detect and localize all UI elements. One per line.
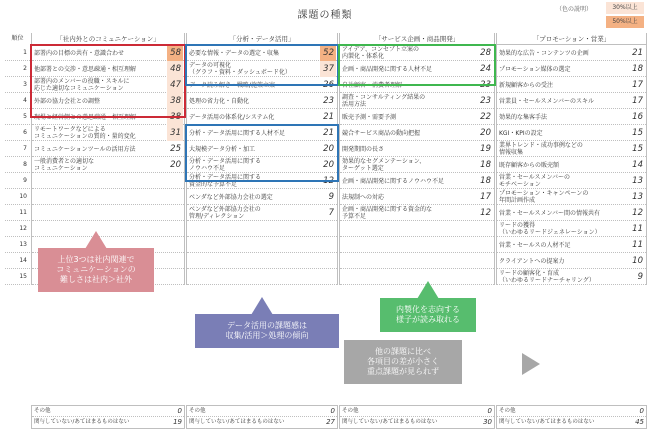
footer-row — [187, 406, 337, 417]
table-row — [340, 221, 494, 237]
issue-value: 13 — [632, 176, 643, 186]
issue-label: 競合サービス商品の動向把握 — [342, 129, 421, 137]
issue-value: 22 — [480, 112, 491, 122]
footer-value: 0 — [639, 407, 644, 415]
rank-number: 14 — [5, 253, 30, 269]
issue-value: 7 — [328, 208, 334, 218]
column-service-planning — [339, 33, 495, 285]
table-row — [187, 253, 337, 269]
table-row — [340, 109, 494, 125]
issue-label: 他部署との交渉・意思疎通・相互理解 — [34, 65, 137, 73]
legend-30-percent: 30%以上 — [606, 2, 644, 14]
table-row — [497, 189, 646, 205]
table-row — [32, 173, 184, 189]
issue-label: コミュニケーションツールの活用方法 — [34, 145, 136, 153]
legend-50-percent: 50%以上 — [606, 16, 644, 28]
issue-value: 23 — [480, 80, 491, 90]
footer-label: 関与していない/あてはまるものはない — [342, 419, 438, 425]
rank-number: 8 — [5, 157, 30, 173]
issue-label: 既存顧客からの販売額 — [499, 161, 560, 169]
callout-arrow-blue — [251, 297, 273, 315]
issue-label: 効果的なセグメンテーション、 ターゲット選定 — [342, 158, 426, 172]
table-row — [32, 61, 184, 77]
footer-value: 45 — [635, 418, 644, 426]
issue-value: 17 — [632, 80, 643, 90]
rank-number: 10 — [5, 189, 30, 205]
table-row — [497, 269, 646, 285]
table-row — [340, 93, 494, 109]
column-header: 「社内外とのコミュニケーション」 — [32, 33, 184, 45]
table-row — [497, 157, 646, 173]
issue-label: 部署内の目標の共有・意識合わせ — [34, 49, 125, 57]
issue-label: 営業・セールスメンバー間の情報共有 — [499, 209, 601, 217]
issue-value: 13 — [632, 192, 643, 202]
table-row — [187, 125, 337, 141]
footer-label: 関与していない/あてはまるものはない — [34, 419, 130, 425]
footer-label: その他 — [189, 408, 206, 414]
issue-value: 10 — [632, 256, 643, 266]
issue-value: 20 — [170, 160, 181, 170]
issue-value: 14 — [632, 160, 643, 170]
table-row — [32, 141, 184, 157]
table-row — [187, 61, 337, 77]
table-row — [187, 237, 337, 253]
issue-value: 20 — [480, 128, 491, 138]
table-row — [340, 125, 494, 141]
rank-number: 7 — [5, 141, 30, 157]
issue-value: 25 — [170, 144, 181, 154]
footer-row — [187, 417, 337, 428]
issue-label: 営業員・セールスメンバーのスキル — [499, 97, 594, 105]
issue-label: 効果的な集客手法 — [499, 113, 548, 121]
table-row — [187, 157, 337, 173]
table-row — [340, 173, 494, 189]
footer-value: 0 — [487, 407, 492, 415]
footer-value: 0 — [177, 407, 182, 415]
issue-value: 21 — [632, 48, 643, 58]
column-promotion-sales — [496, 33, 647, 285]
rank-number: 11 — [5, 205, 30, 221]
issue-label: 法規制への対応 — [342, 193, 385, 201]
issue-label: 企画・商品開発に関する人材不足 — [342, 65, 433, 73]
table-row — [340, 77, 494, 93]
issue-value: 17 — [480, 192, 491, 202]
issue-label: 企画・商品開発に関する資金的な 予算不足 — [342, 206, 433, 220]
issue-label: 営業・セールスメンバーの モチベーション — [499, 174, 571, 188]
issue-label: 大規模データ分析・加工 — [189, 145, 256, 153]
issue-value: 18 — [480, 160, 491, 170]
rank-number: 3 — [5, 77, 30, 93]
issue-value: 12 — [323, 176, 334, 186]
table-row — [32, 205, 184, 221]
table-row — [32, 189, 184, 205]
table-row — [187, 189, 337, 205]
page-title: 課題の種類 — [297, 10, 353, 21]
issue-label: ベンダなど外部協力会社の 管理/ディレクション — [189, 206, 261, 220]
rank-column — [5, 33, 30, 285]
callout-arrow-green — [417, 281, 439, 299]
rank-number: 5 — [5, 109, 30, 125]
footer-value: 27 — [326, 418, 335, 426]
rank-header: 順位 — [11, 35, 24, 42]
table-row — [340, 205, 494, 221]
issue-value: 37 — [320, 61, 336, 77]
issue-label: 効果的な広告・コンテンツの企画 — [499, 49, 589, 57]
issue-label: 新規顧客からの受注 — [499, 81, 554, 89]
footer-label: その他 — [342, 408, 359, 414]
table-row — [340, 45, 494, 61]
footer-row — [32, 417, 184, 428]
table-row — [497, 205, 646, 221]
issue-label: 調査・コンサルティング結果の 活用方法 — [342, 94, 426, 108]
table-row — [497, 93, 646, 109]
table-row — [32, 93, 184, 109]
issue-label: 必要な情報・データの選定・収集 — [189, 49, 280, 57]
callout-arrow-red — [85, 231, 107, 249]
table-row — [187, 45, 337, 61]
rank-number: 9 — [5, 173, 30, 189]
issue-label: 分析・データ活用に関する 資金的な予算不足 — [189, 174, 262, 188]
footer-service-planning — [339, 405, 495, 429]
table-row — [187, 93, 337, 109]
issue-value: 15 — [632, 128, 643, 138]
issue-label: 業界トレンド・成功事例などの 情報収集 — [499, 142, 583, 156]
rank-number: 12 — [5, 221, 30, 237]
footer-label: 関与していない/あてはまるものはない — [499, 419, 595, 425]
table-row — [497, 77, 646, 93]
rank-rows — [5, 45, 30, 285]
rank-number: 4 — [5, 93, 30, 109]
footer-value: 30 — [483, 418, 492, 426]
issue-label: クライアントへの提案力 — [499, 257, 565, 265]
table-row — [497, 173, 646, 189]
issue-label: 自社顧客・消費者理解 — [342, 81, 403, 89]
footer-row — [497, 417, 646, 428]
issue-value: 11 — [632, 240, 643, 250]
issue-label: 外部の協力会社との調整 — [34, 97, 101, 105]
issue-label: 処理の省力化・自動化 — [189, 97, 250, 105]
table-row — [187, 77, 337, 93]
table-row — [32, 77, 184, 93]
issue-value: 38 — [167, 109, 183, 125]
issue-label: ベンダなど外部協力会社の選定 — [189, 193, 273, 201]
issue-value: 20 — [323, 144, 334, 154]
issue-label: プロモーション媒体の選定 — [499, 65, 571, 73]
footer-value: 0 — [330, 407, 335, 415]
footer-promotion-sales — [496, 405, 647, 429]
issue-label: リードの顧客化・育成 （いわゆるリードナーチャリング） — [499, 270, 595, 284]
issue-value: 21 — [323, 112, 334, 122]
column-header: 「分析・データ活用」 — [187, 33, 337, 45]
footer-row — [32, 406, 184, 417]
issue-value: 26 — [323, 80, 334, 90]
column-header: 「プロモーション・営業」 — [497, 33, 646, 45]
table-row — [32, 221, 184, 237]
callout-communication: 上位3つは社内関連で コミュニケーションの 難しさは社内＞社外 — [38, 248, 154, 292]
issue-label: KGI・KPIの設定 — [499, 129, 543, 137]
footer-label: その他 — [499, 408, 516, 414]
rank-number: 1 — [5, 45, 30, 61]
rank-number: 15 — [5, 269, 30, 285]
table-row — [497, 45, 646, 61]
table-row — [497, 237, 646, 253]
table-row — [497, 61, 646, 77]
footer-value: 19 — [173, 418, 182, 426]
issue-value: 28 — [480, 48, 491, 58]
issue-value: 12 — [480, 208, 491, 218]
footer-label: 関与していない/あてはまるものはない — [189, 419, 285, 425]
issue-label: データ活用の体系化/システム化 — [189, 113, 275, 121]
table-row — [32, 125, 184, 141]
footer-communication — [31, 405, 185, 429]
issue-label: データの可視化 （グラフ・資料・ダッシュボード化） — [189, 62, 291, 76]
table-row — [497, 141, 646, 157]
table-row — [340, 141, 494, 157]
issue-value: 18 — [632, 64, 643, 74]
table-row — [187, 109, 337, 125]
issue-value: 23 — [480, 96, 491, 106]
issue-label: 販売予測・需要予測 — [342, 113, 397, 121]
issue-label: 現場と経営側との意思疎通・相互理解 — [34, 113, 137, 121]
issue-value: 47 — [167, 77, 183, 93]
issue-value: 48 — [167, 61, 183, 77]
rank-number: 13 — [5, 237, 30, 253]
table-row — [497, 109, 646, 125]
issue-value: 38 — [167, 93, 183, 109]
issue-value: 18 — [480, 176, 491, 186]
rank-number: 6 — [5, 125, 30, 141]
issue-label: 一般消費者との適切な コミュニケーション — [34, 158, 95, 172]
column-data-analysis — [186, 33, 338, 285]
issue-label: 企画・商品開発に関するノウハウ不足 — [342, 177, 445, 185]
table-row — [497, 253, 646, 269]
table-row — [187, 221, 337, 237]
issue-value: 58 — [167, 45, 183, 61]
issue-value: 21 — [323, 128, 334, 138]
issue-label: 分析・データ活用に関する ノウハウ不足 — [189, 158, 262, 172]
issue-label: 部署内のメンバーの役職・スキルに 応じた適切なコミュニケーション — [34, 78, 130, 92]
issue-value: 11 — [632, 224, 643, 234]
issue-value: 16 — [632, 112, 643, 122]
table-row — [497, 221, 646, 237]
callout-promotion-sales: 他の課題に比べ 各項目の差が小さく 重点課題が見られず — [344, 340, 462, 384]
issue-label: データ読み解き・戦略/施策立案 — [189, 81, 276, 89]
table-row — [187, 173, 337, 189]
table-row — [187, 141, 337, 157]
issue-value: 24 — [480, 64, 491, 74]
issue-value: 52 — [320, 45, 336, 61]
legend-label: （色の説明） — [556, 6, 593, 13]
issue-value: 17 — [632, 96, 643, 106]
table-row — [340, 189, 494, 205]
issue-label: 営業・セールスの人材不足 — [499, 241, 571, 249]
issue-value: 9 — [637, 272, 643, 282]
column-header: 「サービス企画・商品開発」 — [340, 33, 494, 45]
issue-value: 12 — [632, 208, 643, 218]
table-row — [187, 269, 337, 285]
table-row — [32, 45, 184, 61]
issue-label: リモートワークなどによる コミュニケーションの質的・量的変化 — [34, 126, 136, 140]
table-row — [340, 61, 494, 77]
table-row — [340, 157, 494, 173]
issue-label: 分析・データ活用に関する人材不足 — [189, 129, 286, 137]
footer-data-analysis — [186, 405, 338, 429]
footer-row — [497, 406, 646, 417]
table-row — [32, 109, 184, 125]
table-row — [187, 205, 337, 221]
issue-value: 31 — [167, 125, 183, 141]
issue-label: アイデア、コンセプト立案の 内製化・体系化 — [342, 46, 419, 60]
table-row — [497, 125, 646, 141]
issue-value: 20 — [323, 160, 334, 170]
issue-label: プロモーション・キャンペーンの 年間計画作成 — [499, 190, 589, 204]
issue-value: 23 — [323, 96, 334, 106]
footer-row — [340, 406, 494, 417]
footer-row — [340, 417, 494, 428]
table-row — [32, 157, 184, 173]
issue-value: 9 — [328, 192, 334, 202]
callout-arrow-gray — [522, 353, 540, 375]
footer-label: その他 — [34, 408, 51, 414]
issue-value: 19 — [480, 144, 491, 154]
table-row — [340, 237, 494, 253]
callout-service-planning: 内製化を志向する 様子が読み取れる — [380, 298, 476, 332]
table-row — [340, 253, 494, 269]
issue-label: 開発期間の長さ — [342, 145, 385, 153]
callout-data-analysis: データ活用の課題感は 収集/活用＞処理の傾向 — [195, 314, 339, 348]
rank-number: 2 — [5, 61, 30, 77]
issue-label: リードの獲得 （いわゆるリードジェネレーション） — [499, 222, 601, 236]
issue-value: 15 — [632, 144, 643, 154]
